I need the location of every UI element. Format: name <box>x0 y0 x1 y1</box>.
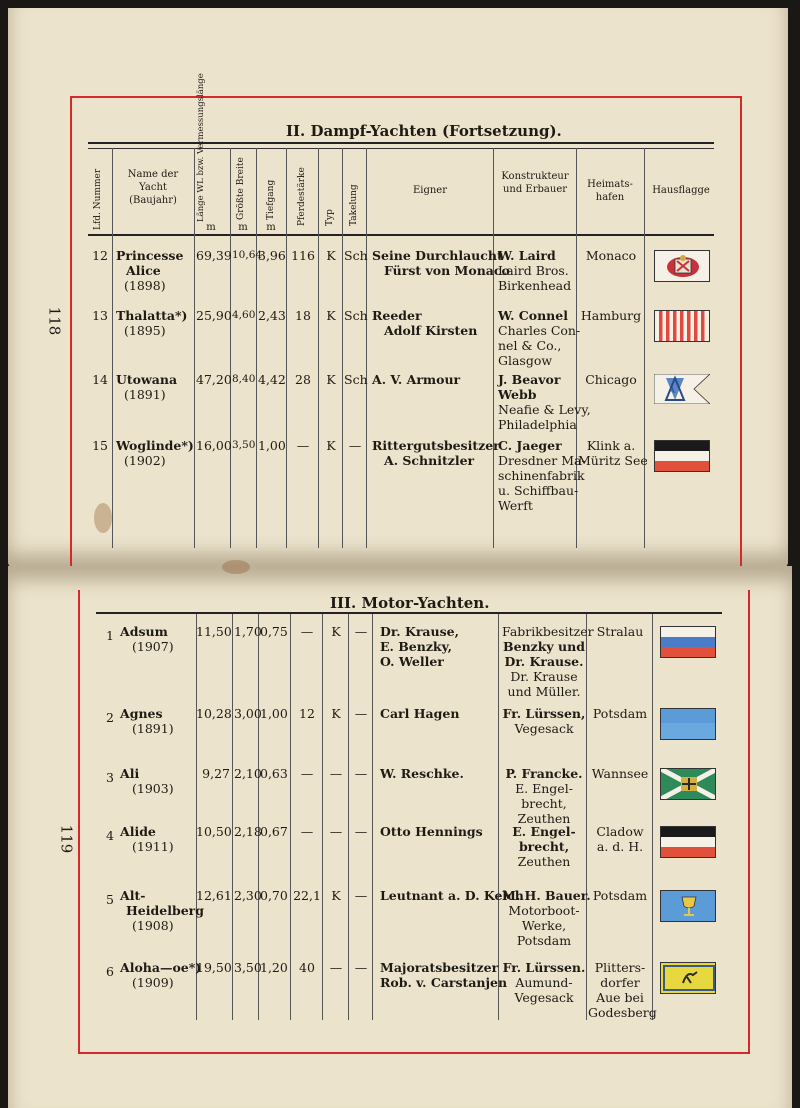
yacht-year: (1903) <box>132 781 174 796</box>
width-value: 2,10 <box>234 766 262 781</box>
type-value: K <box>326 372 336 387</box>
type-value: K <box>331 706 341 721</box>
yacht-name: Alide <box>120 824 156 839</box>
owner-line: E. Benzky, <box>380 639 453 654</box>
row-number: 15 <box>92 438 108 453</box>
builder-line: Vegesack <box>514 721 574 736</box>
col-divider <box>493 148 494 548</box>
house-flag-tricolor <box>654 440 710 472</box>
yacht-name: Thalatta*) <box>116 308 188 323</box>
home-port: a. d. H. <box>596 839 644 854</box>
row-number: 1 <box>106 628 114 643</box>
builder-line: brecht, <box>521 796 567 811</box>
draft-value: 0,63 <box>260 766 288 781</box>
header-laenge: Länge WL bzw. Vermessungslänge <box>196 73 206 222</box>
builder-line: Werke, <box>521 918 567 933</box>
horsepower-value: 18 <box>295 308 311 323</box>
width-value: 3,50 <box>232 439 256 451</box>
owner-line: A. Schnitzler <box>384 453 475 468</box>
type-value: — <box>329 824 343 839</box>
builder-line: Laird Bros. <box>498 263 569 278</box>
owner-line: Rittergutsbesitzer <box>372 438 500 453</box>
horsepower-value: 12 <box>299 706 315 721</box>
col-divider <box>586 614 587 1020</box>
owner-line: Carl Hagen <box>380 706 460 721</box>
header-rule-bottom <box>88 234 714 236</box>
yacht-year: (1911) <box>132 839 174 854</box>
type-value: K <box>331 624 341 639</box>
builder-line: W. Laird <box>498 248 556 263</box>
home-port: Wannsee <box>591 766 649 781</box>
house-flag-bwr <box>660 826 716 858</box>
builder-line: Fr. Lürssen. <box>502 960 586 975</box>
home-port: Plitters- <box>594 960 646 975</box>
home-port: Chicago <box>585 372 637 387</box>
draft-value: 0,75 <box>260 624 288 639</box>
home-port: Klink a. <box>586 438 636 453</box>
yacht-year: (1909) <box>132 975 174 990</box>
section-title: II. Dampf-Yachten (Fortsetzung). <box>286 122 562 140</box>
owner-line: Fürst von Monaco <box>384 263 510 278</box>
builder-line: Fabrikbesitzer <box>502 624 594 639</box>
header-typ: Typ <box>325 209 335 226</box>
yacht-year: (1907) <box>132 639 174 654</box>
draft-value: 3,96 <box>258 248 286 263</box>
owner-line: Reeder <box>372 308 422 323</box>
row-number: 12 <box>92 248 108 263</box>
col-divider <box>232 614 233 1020</box>
row-number: 2 <box>106 710 114 725</box>
yacht-name: Utowana <box>116 372 178 387</box>
house-flag-yellow <box>660 962 716 994</box>
row-number: 5 <box>106 892 114 907</box>
header-flagge: Hausflagge <box>652 185 710 196</box>
type-value: — <box>329 960 343 975</box>
rig-value: — <box>354 766 368 781</box>
col-divider <box>366 148 367 548</box>
row-number: 14 <box>92 372 108 387</box>
rig-value: — <box>354 888 368 903</box>
width-value: 8,40 <box>232 373 256 385</box>
builder-line: W. Connel <box>498 308 568 323</box>
length-value: 69,39 <box>196 248 232 263</box>
owner-line: Dr. Krause, <box>380 624 459 639</box>
builder-line: Zeuthen <box>517 811 571 826</box>
home-port: Hamburg <box>580 308 642 323</box>
builder-line: Potsdam <box>516 933 572 948</box>
horsepower-value: — <box>300 766 314 781</box>
builder-line: Benzky und <box>503 639 585 654</box>
home-port: Potsdam <box>592 888 648 903</box>
yacht-name: Aloha—oe*) <box>120 960 202 975</box>
yacht-name: Alt- <box>120 888 146 903</box>
length-value: 47,20 <box>196 372 232 387</box>
col-divider <box>286 148 287 548</box>
builder-line: Aumund- <box>515 975 573 990</box>
header-unit: m <box>206 222 216 233</box>
row-number: 6 <box>106 964 114 979</box>
length-value: 16,00 <box>196 438 232 453</box>
owner-line: Otto Hennings <box>380 824 483 839</box>
yacht-name: Agnes <box>120 706 163 721</box>
length-value: 10,50 <box>196 824 232 839</box>
builder-line: E. Engel- <box>512 824 576 839</box>
builder-line: Vegesack <box>514 990 574 1005</box>
draft-value: 1,00 <box>260 706 288 721</box>
width-value: 10,64 <box>232 249 263 261</box>
length-value: 12,61 <box>196 888 232 903</box>
yacht-name: Adsum <box>120 624 168 639</box>
yacht-year: (1891) <box>124 387 166 402</box>
house-flag-pennant <box>654 374 710 406</box>
builder-line: Fr. Lürssen, <box>502 706 586 721</box>
builder-line: Glasgow <box>498 353 553 368</box>
yacht-year: (1898) <box>124 278 166 293</box>
type-value: — <box>329 766 343 781</box>
width-value: 2,18 <box>234 824 262 839</box>
owner-line: O. Weller <box>380 654 444 669</box>
title-rule <box>96 612 722 614</box>
type-value: K <box>326 438 336 453</box>
row-number: 4 <box>106 828 114 843</box>
header-unit: m <box>266 222 276 233</box>
builder-line: Birkenhead <box>498 278 572 293</box>
type-value: K <box>326 308 336 323</box>
rig-value: — <box>354 624 368 639</box>
length-value: 10,28 <box>196 706 232 721</box>
rig-value: — <box>354 824 368 839</box>
yacht-year: (1908) <box>132 918 174 933</box>
width-value: 1,70 <box>234 624 262 639</box>
row-number: 3 <box>106 770 114 785</box>
page-119 <box>8 566 792 1108</box>
builder-line: brecht, <box>518 839 570 854</box>
col-divider <box>322 614 323 1020</box>
home-port: dorfer <box>600 975 640 990</box>
section-title: III. Motor-Yachten. <box>330 594 490 612</box>
rig-value: — <box>348 438 362 453</box>
builder-line: Dr. Krause <box>510 669 578 684</box>
width-value: 4,60 <box>232 309 256 321</box>
length-value: 25,90 <box>196 308 232 323</box>
rig-value: Sch <box>344 308 368 323</box>
stain <box>222 560 250 574</box>
builder-line: Neafie & Levy, <box>498 402 591 417</box>
builder-line: Philadelphia <box>498 417 577 432</box>
owner-line: W. Reschke. <box>380 766 464 781</box>
header-unit: m <box>238 222 248 233</box>
builder-line: E. Engel- <box>515 781 573 796</box>
home-port: Müritz See <box>578 453 648 468</box>
builder-line: schinenfabrik <box>498 468 585 483</box>
owner-line: Rob. v. Carstanjen <box>380 975 508 990</box>
col-divider <box>290 614 291 1020</box>
length-value: 9,27 <box>202 766 230 781</box>
col-divider <box>652 614 653 1020</box>
header-takelung: Takelung <box>349 184 359 226</box>
draft-value: 2,43 <box>258 308 286 323</box>
stain <box>94 503 112 533</box>
yacht-year: (1902) <box>124 453 166 468</box>
col-divider <box>230 148 231 548</box>
owner-line: Adolf Kirsten <box>384 323 478 338</box>
horsepower-value: — <box>300 624 314 639</box>
owner-line: Majoratsbesitzer <box>380 960 499 975</box>
header-rule-top2 <box>88 148 714 149</box>
draft-value: 0,70 <box>260 888 288 903</box>
rig-value: Sch <box>344 248 368 263</box>
horsepower-value: 40 <box>299 960 315 975</box>
header-breite: Größte Breite <box>236 157 246 220</box>
house-flag-stripes <box>654 310 710 342</box>
yacht-year: (1891) <box>132 721 174 736</box>
width-value: 3,00 <box>234 706 262 721</box>
house-flag-cup <box>660 890 716 922</box>
type-value: K <box>331 888 341 903</box>
builder-line: Dr. Krause. <box>504 654 584 669</box>
horsepower-value: — <box>300 824 314 839</box>
builder-line: J. Beavor <box>498 372 561 387</box>
owner-line: Seine Durchlaucht <box>372 248 503 263</box>
type-value: K <box>326 248 336 263</box>
rig-value: — <box>354 706 368 721</box>
builder-line: M. H. Bauer. <box>502 888 591 903</box>
col-divider <box>112 148 113 548</box>
builder-line: und Müller. <box>507 684 581 699</box>
builder-line: C. Jaeger <box>498 438 562 453</box>
col-divider <box>372 614 373 1020</box>
header-rule-top <box>88 142 714 144</box>
width-value: 2,30 <box>234 888 262 903</box>
col-divider <box>348 614 349 1020</box>
horsepower-value: 22,1 <box>293 888 321 903</box>
builder-line: u. Schiffbau- <box>498 483 579 498</box>
header-heimat: Heimats-hafen <box>587 179 633 203</box>
house-flag-wbr <box>660 626 716 658</box>
header-konstrukteur: Konstrukteur und Erbauer <box>501 171 569 195</box>
house-flag-blue <box>660 708 716 740</box>
builder-line: nel & Co., <box>498 338 562 353</box>
home-port: Aue bei <box>596 990 644 1005</box>
owner-line: Leutnant a. D. Kelch <box>380 888 524 903</box>
draft-value: 0,67 <box>260 824 288 839</box>
header-nr: Lfd. Nummer <box>93 168 103 230</box>
page-number: 118 <box>45 306 64 336</box>
col-divider <box>644 148 645 548</box>
builder-line: Motorboot- <box>508 903 580 918</box>
home-port: Stralau <box>596 624 644 639</box>
yacht-name: Ali <box>120 766 140 781</box>
home-port: Cladow <box>596 824 644 839</box>
header-tiefgang: Tiefgang <box>266 179 276 220</box>
house-flag-cross <box>660 768 716 800</box>
builder-line: Webb <box>498 387 537 402</box>
page-118 <box>8 8 788 568</box>
house-flag-monaco <box>654 250 710 282</box>
draft-value: 1,00 <box>258 438 286 453</box>
yacht-year: (1895) <box>124 323 166 338</box>
home-port: Monaco <box>585 248 637 263</box>
header-eigner: Eigner <box>412 185 448 196</box>
home-port: Godesberg <box>588 1005 657 1020</box>
header-ps: Pferdestärke <box>297 167 307 226</box>
yacht-name: Alice <box>126 263 161 278</box>
builder-line: Charles Con- <box>498 323 581 338</box>
builder-line: Zeuthen <box>517 854 571 869</box>
draft-value: 4,42 <box>258 372 286 387</box>
svg-text:A: A <box>668 385 675 396</box>
length-value: 11,50 <box>196 624 232 639</box>
col-divider <box>256 148 257 548</box>
builder-line: Dresdner Ma- <box>498 453 586 468</box>
col-divider <box>318 148 319 548</box>
horsepower-value: — <box>296 438 310 453</box>
page-number: 119 <box>57 824 76 854</box>
width-value: 3,50 <box>234 960 262 975</box>
yacht-name: Woglinde*) <box>116 438 194 453</box>
col-divider <box>342 148 343 548</box>
rig-value: Sch <box>344 372 368 387</box>
owner-line: A. V. Armour <box>372 372 461 387</box>
home-port: Potsdam <box>592 706 648 721</box>
horsepower-value: 116 <box>291 248 315 263</box>
builder-line: P. Francke. <box>505 766 583 781</box>
yacht-name: Princesse <box>116 248 184 263</box>
rig-value: — <box>354 960 368 975</box>
col-divider <box>194 148 195 548</box>
horsepower-value: 28 <box>295 372 311 387</box>
yacht-name: Heidelberg <box>126 903 204 918</box>
row-number: 13 <box>92 308 108 323</box>
builder-line: Werft <box>498 498 533 513</box>
draft-value: 1,20 <box>260 960 288 975</box>
length-value: 19,50 <box>196 960 232 975</box>
header-name: Name der Yacht (Baujahr) <box>127 169 179 206</box>
